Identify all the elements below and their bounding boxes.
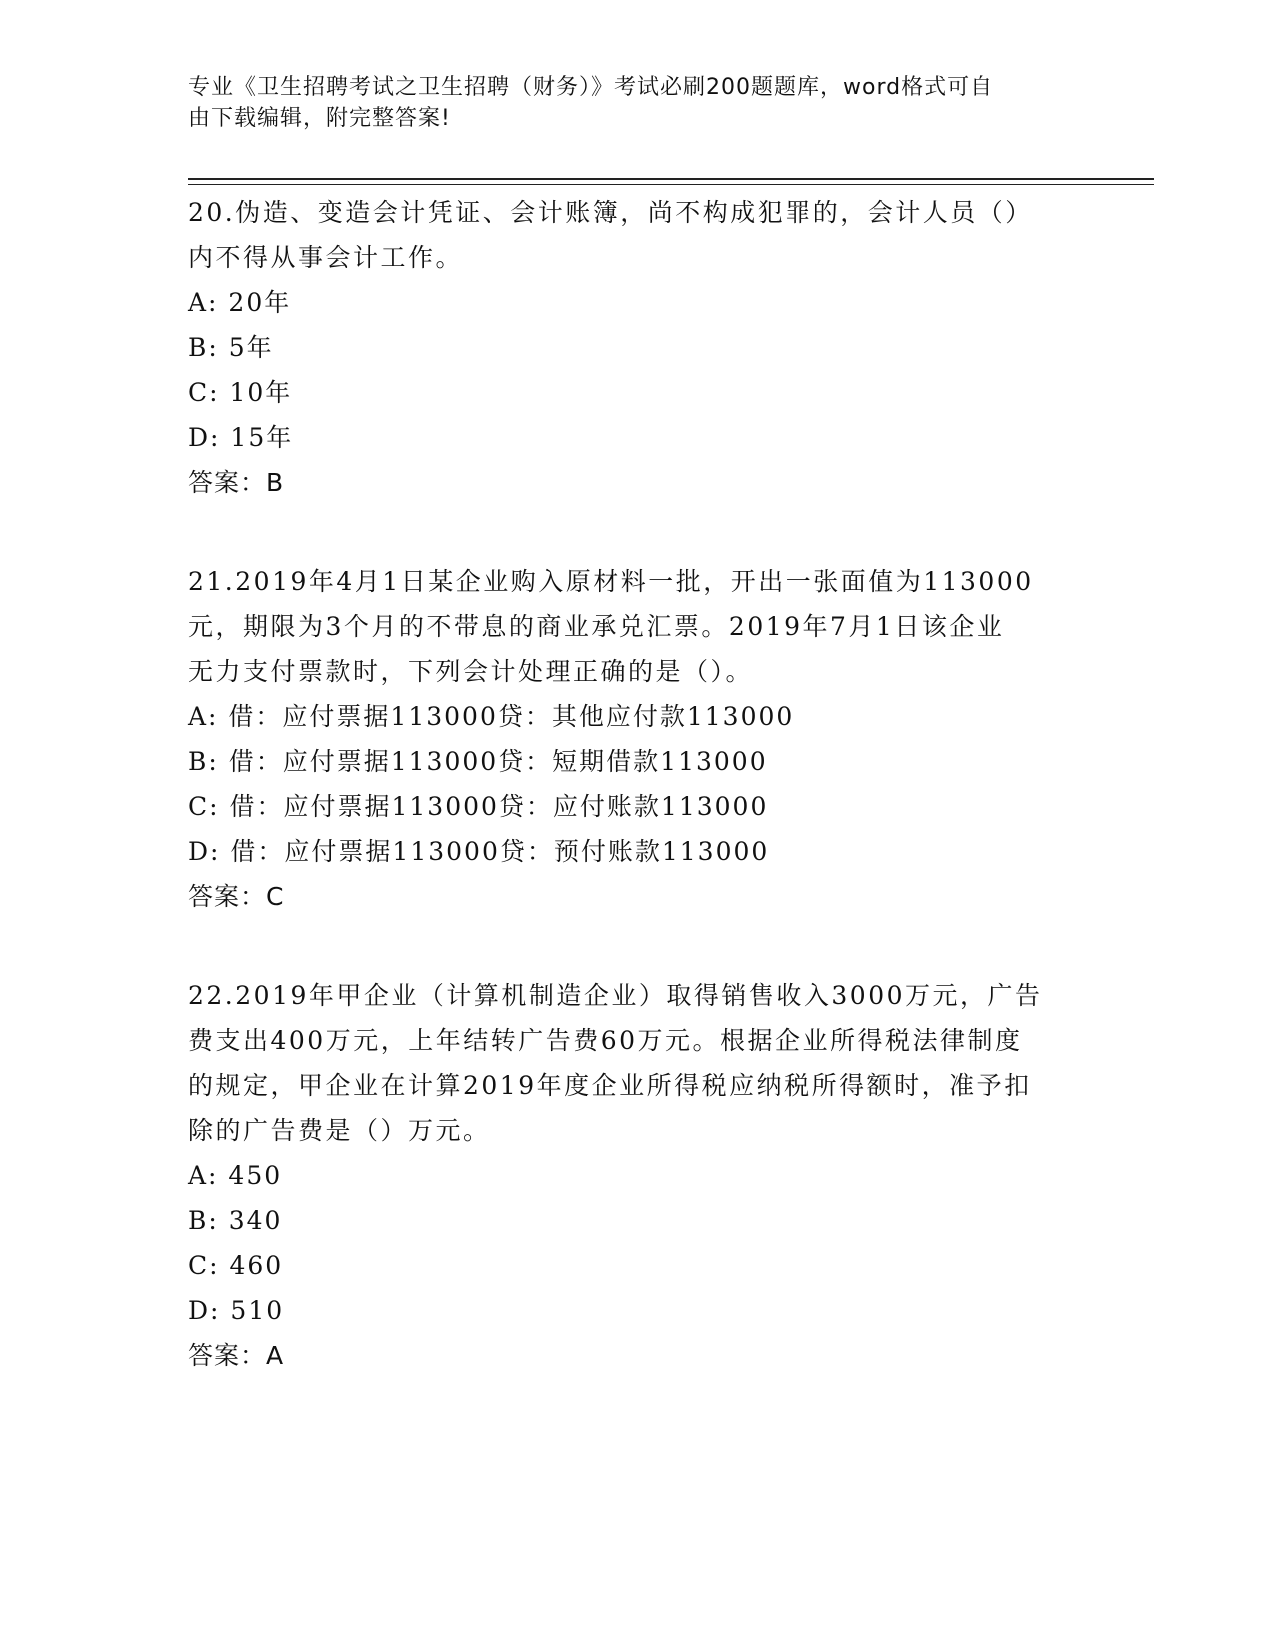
question-line: 元，期限为3个月的不带息的商业承兑汇票。2019年7月1日该企业 — [188, 612, 1005, 641]
question-21 — [188, 559, 1088, 919]
question-line: 内不得从事会计工作。 — [188, 243, 464, 272]
header-divider-thin — [188, 184, 1154, 185]
question-text — [188, 559, 1088, 694]
option-b: B: 340 — [188, 1206, 283, 1235]
option-a: A: 450 — [188, 1161, 283, 1190]
option-a: A: 20年 — [188, 288, 292, 317]
option-d: D: 510 — [188, 1296, 285, 1325]
header-divider — [188, 178, 1154, 180]
option-b: B: 5年 — [188, 333, 274, 362]
option-c: C: 460 — [188, 1251, 284, 1280]
question-22 — [188, 973, 1088, 1378]
question-line: 除的广告费是（）万元。 — [188, 1116, 491, 1145]
answer: 答案：C — [188, 882, 285, 911]
question-line: 22.2019年甲企业（计算机制造企业）取得销售收入3000万元，广告 — [188, 981, 1043, 1010]
option-d: D: 15年 — [188, 423, 294, 452]
header-line-1: 专业《卫生招聘考试之卫生招聘（财务）》考试必刷200题题库，word格式可自 — [188, 75, 994, 100]
question-line: 20.伪造、变造会计凭证、会计账簿，尚不构成犯罪的，会计人员（） — [188, 198, 1033, 227]
option-b: B: 借：应付票据113000贷：短期借款113000 — [188, 747, 768, 776]
question-text — [188, 190, 1088, 280]
answer: 答案：A — [188, 1341, 285, 1370]
question-text — [188, 973, 1088, 1153]
option-c: C: 借：应付票据113000贷：应付账款113000 — [188, 792, 769, 821]
answer: 答案：B — [188, 468, 285, 497]
question-line: 的规定，甲企业在计算2019年度企业所得税应纳税所得额时，准予扣 — [188, 1071, 1032, 1100]
option-c: C: 10年 — [188, 378, 293, 407]
question-20 — [188, 190, 1088, 505]
document-header — [188, 72, 1068, 134]
option-d: D: 借：应付票据113000贷：预付账款113000 — [188, 837, 770, 866]
option-a: A: 借：应付票据113000贷：其他应付款113000 — [188, 702, 795, 731]
question-list — [188, 190, 1088, 1432]
question-line: 21.2019年4月1日某企业购入原材料一批，开出一张面值为113000 — [188, 567, 1034, 596]
question-line: 无力支付票款时，下列会计处理正确的是（）。 — [188, 657, 754, 686]
question-line: 费支出400万元，上年结转广告费60万元。根据企业所得税法律制度 — [188, 1026, 1023, 1055]
header-line-2: 由下载编辑，附完整答案! — [188, 106, 451, 131]
